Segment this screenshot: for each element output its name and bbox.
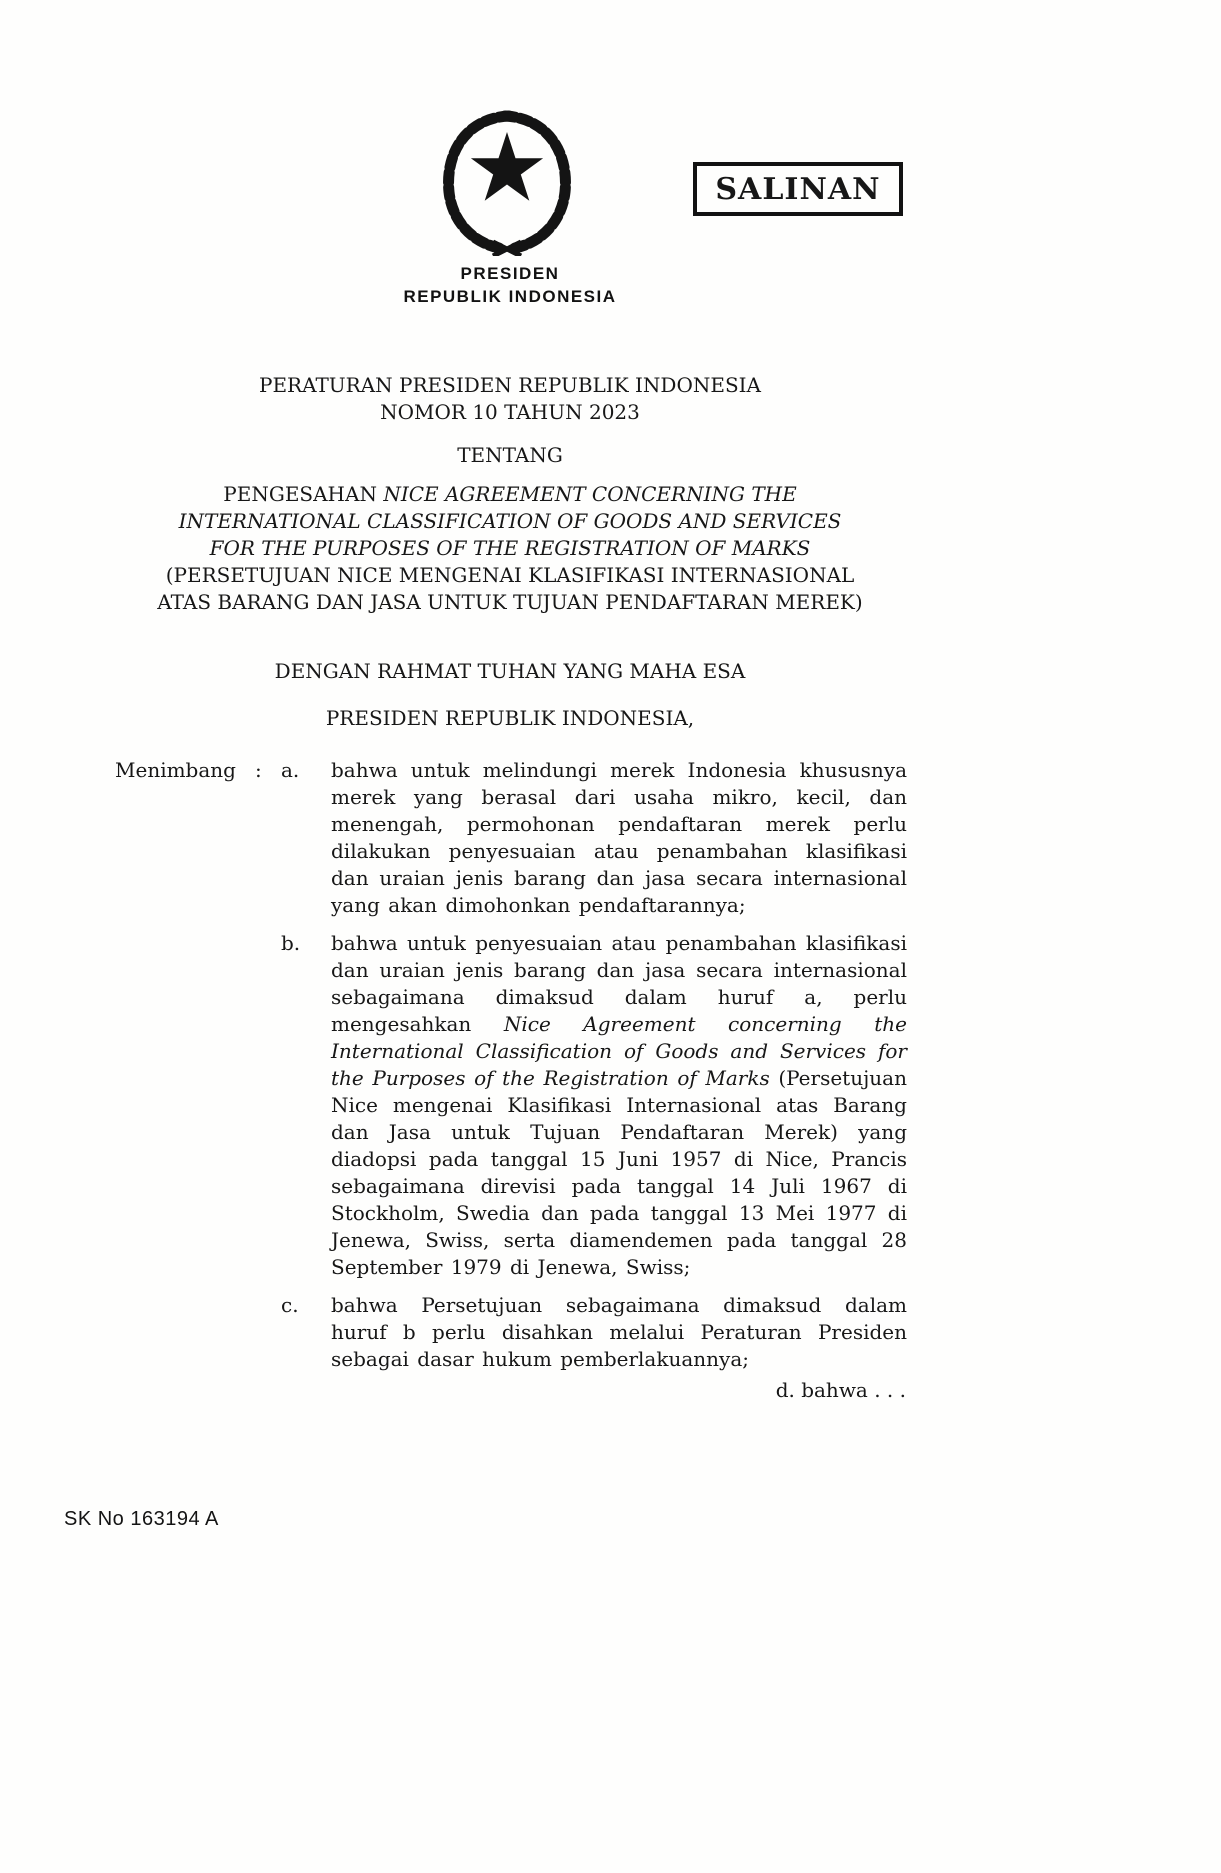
subject-regular-1: PENGESAHAN (223, 482, 384, 506)
considerations-section (115, 757, 907, 1373)
item-letter: c. (281, 1293, 299, 1317)
regulation-number: NOMOR 10 TAHUN 2023 (380, 400, 640, 424)
item-b-regular-2: (Persetujuan Nice mengenai Klasifikasi Internasional atas Barang dan Jasa untuk Tujuan Pendaftaran Merek) yang diadopsi pada tanggal 15 Juni 1957 di Nice, Prancis sebagaimana direvisi pada tanggal 14 Juli 1967 di Stockholm, Swedia dan pada tanggal 13 Mei 1977 di Jenewa, Swiss, serta diamendemen pada tanggal 28 September 1979 di Jenewa, Swiss; (331, 1066, 907, 1279)
item-text (331, 930, 907, 1281)
presidential-emblem (437, 104, 577, 256)
document-number: SK No 163194 A (64, 1508, 219, 1530)
regulation-subject (157, 481, 863, 616)
authority-line: PRESIDEN REPUBLIK INDONESIA, (325, 706, 695, 730)
letterhead-line2: REPUBLIK INDONESIA (403, 287, 617, 306)
item-text: bahwa untuk melindungi merek Indonesia khususnya merek yang berasal dari usaha mikro, kecil, dan menengah, permohonan pendaftaran merek perlu dilakukan penyesuaian atau penambahan klasifikasi dan uraian jenis barang dan jasa secara internasional yang akan dimohonkan pendaftarannya; (331, 758, 907, 917)
item-letter: b. (281, 931, 301, 955)
item-text: bahwa Persetujuan sebagaimana dimaksud dalam huruf b perlu disahkan melalui Peraturan Presiden sebagai dasar hukum pemberlakuannya; (331, 1293, 907, 1371)
item-b-italic: Nice Agreement concerning the International Classification of Goods and Services for the Purposes of the Registration of Marks (331, 1012, 907, 1090)
consideration-item-c (115, 1292, 907, 1373)
invocation-line: DENGAN RAHMAT TUHAN YANG MAHA ESA (274, 659, 746, 683)
letterhead (335, 262, 685, 308)
tentang-label: TENTANG (457, 443, 563, 467)
salinan-stamp-label: SALINAN (715, 171, 881, 207)
consideration-item-a (115, 757, 907, 919)
title-block (110, 372, 910, 616)
menimbang-colon: : (255, 758, 262, 782)
regulation-title-line1: PERATURAN PRESIDEN REPUBLIK INDONESIA (258, 373, 761, 397)
subject-regular-2: (PERSETUJUAN NICE MENGENAI KLASIFIKASI INTERNASIONAL ATAS BARANG DAN JASA UNTUK TUJUAN PENDAFTARAN MEREK) (157, 563, 863, 614)
consideration-item-b (115, 930, 907, 1281)
menimbang-label: Menimbang (115, 758, 236, 782)
star-wreath-icon (437, 104, 577, 256)
letterhead-line1: PRESIDEN (460, 264, 560, 283)
catchword: d. bahwa . . . (775, 1378, 906, 1402)
subject-italic: NICE AGREEMENT CONCERNING THE INTERNATIONAL CLASSIFICATION OF GOODS AND SERVICES FOR THE PURPOSES OF THE REGISTRATION OF MARKS (178, 482, 842, 560)
salinan-stamp (693, 162, 903, 216)
item-letter: a. (281, 758, 300, 782)
item-b-regular-1: bahwa untuk penyesuaian atau penambahan klasifikasi dan uraian jenis barang dan jasa secara internasional sebagaimana dimaksud dalam huruf a, perlu mengesahkan (331, 931, 907, 1036)
